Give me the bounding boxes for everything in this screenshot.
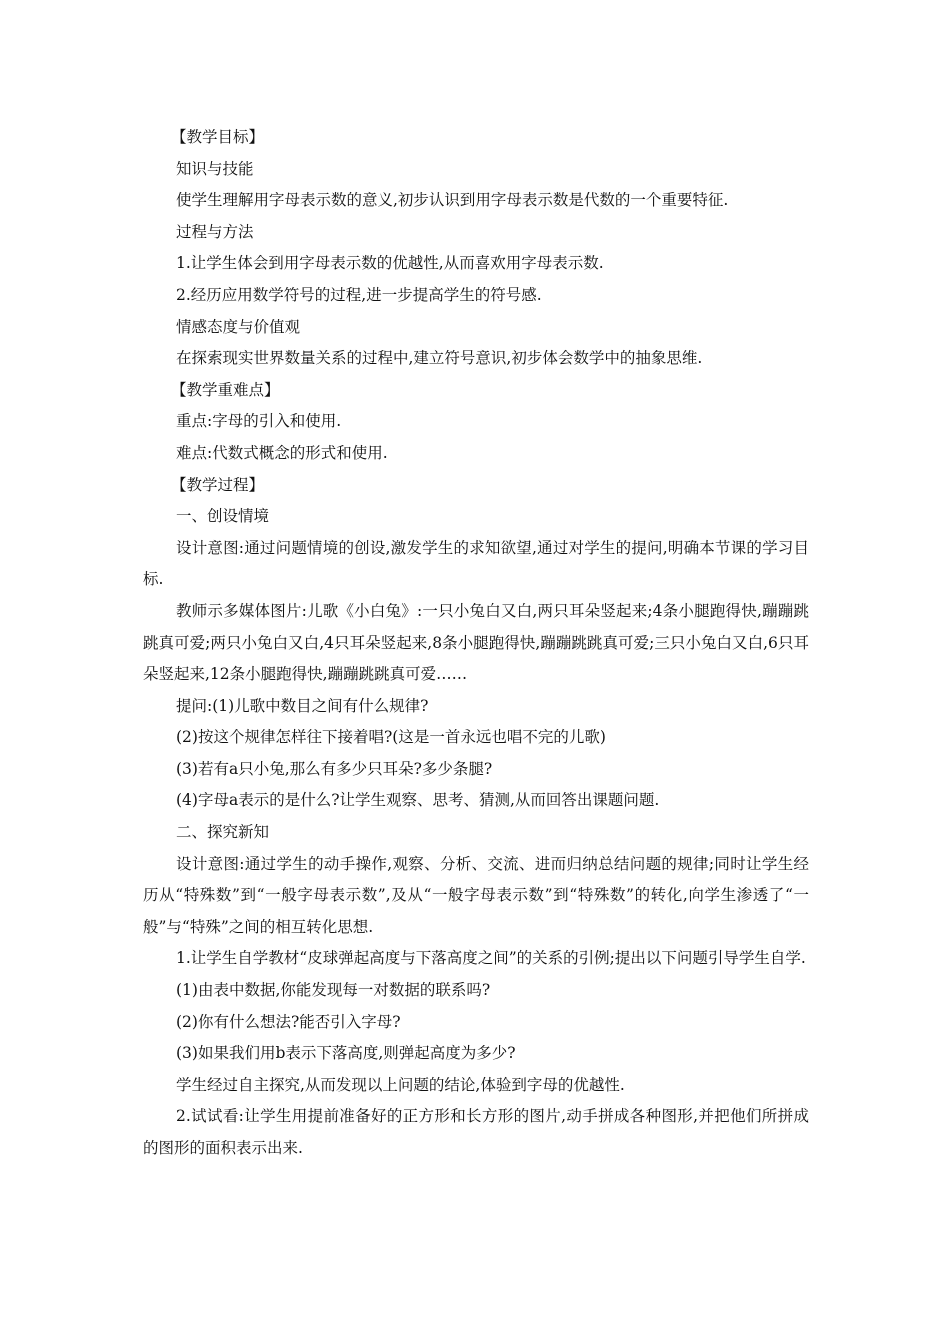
part1-intent: 设计意图:通过问题情境的创设,激发学生的求知欲望,通过对学生的提问,明确本节课的学习目标.	[143, 538, 809, 589]
subheading-knowledge: 知识与技能	[176, 159, 254, 178]
list-item-process-1: 1.让学生体会到用字母表示数的优越性,从而喜欢用字母表示数.	[176, 254, 604, 273]
subheading-attitude: 情感态度与价值观	[176, 317, 301, 336]
part2-intent: 设计意图:通过学生的动手操作,观察、分析、交流、进而归纳总结问题的规律;同时让学生经历从“特殊数”到“一般字母表示数”,及从“一般字母表示数”到“特殊数”的转化,向学生渗透了“一般”与“特殊”之间的相互转化思想.	[143, 854, 809, 936]
part2-item-1: 1.让学生自学教材“皮球弹起高度与下落高度之间”的关系的引例;提出以下问题引导学生自学.	[176, 949, 806, 968]
paragraph-knowledge: 使学生理解用字母表示数的意义,初步认识到用字母表示数是代数的一个重要特征.	[176, 191, 729, 210]
part2-question-3: (3)如果我们用b表示下落高度,则弹起高度为多少?	[176, 1044, 516, 1063]
subheading-process: 过程与方法	[176, 222, 254, 241]
list-item-process-2: 2.经历应用数学符号的过程,进一步提高学生的符号感.	[176, 285, 542, 304]
part2-item-2: 2.试试看:让学生用提前准备好的正方形和长方形的图片,动手拼成各种图形,并把他们所拼成的图形的面积表示出来.	[143, 1107, 809, 1157]
part1-question-2: (2)按这个规律怎样往下接着唱?(这是一首永远也唱不完的儿歌)	[176, 728, 606, 747]
part1-question-4: (4)字母a表示的是什么?让学生观察、思考、猜测,从而回答出课题问题.	[176, 791, 660, 810]
part2-result: 学生经过自主探究,从而发现以上问题的结论,体验到字母的优越性.	[176, 1075, 625, 1094]
part2-question-2: (2)你有什么想法?能否引入字母?	[176, 1012, 401, 1031]
part2-heading: 二、探究新知	[176, 823, 270, 842]
section-heading-key-points: 【教学重难点】	[171, 380, 280, 399]
key-point: 重点:字母的引入和使用.	[176, 412, 342, 431]
document-page	[143, 122, 809, 1165]
part1-heading: 一、创设情境	[176, 507, 270, 526]
difficult-point: 难点:代数式概念的形式和使用.	[176, 443, 388, 462]
section-heading-process: 【教学过程】	[171, 475, 265, 494]
part2-question-1: (1)由表中数据,你能发现每一对数据的联系吗?	[176, 981, 491, 1000]
part1-question-3: (3)若有a只小兔,那么有多少只耳朵?多少条腿?	[176, 759, 493, 778]
section-heading-goals: 【教学目标】	[171, 128, 265, 146]
paragraph-attitude: 在探索现实世界数量关系的过程中,建立符号意识,初步体会数学中的抽象思维.	[176, 349, 703, 368]
part1-song: 教师示多媒体图片:儿歌《小白兔》:一只小兔白又白,两只耳朵竖起来;4条小腿跑得快,蹦蹦跳跳真可爱;两只小兔白又白,4只耳朵竖起来,8条小腿跑得快,蹦蹦跳跳真可爱;三只小兔白又白,6只耳朵竖起来,12条小腿跑得快,蹦蹦跳跳真可爱……	[143, 601, 809, 684]
part1-question-1: 提问:(1)儿歌中数目之间有什么规律?	[176, 696, 429, 715]
